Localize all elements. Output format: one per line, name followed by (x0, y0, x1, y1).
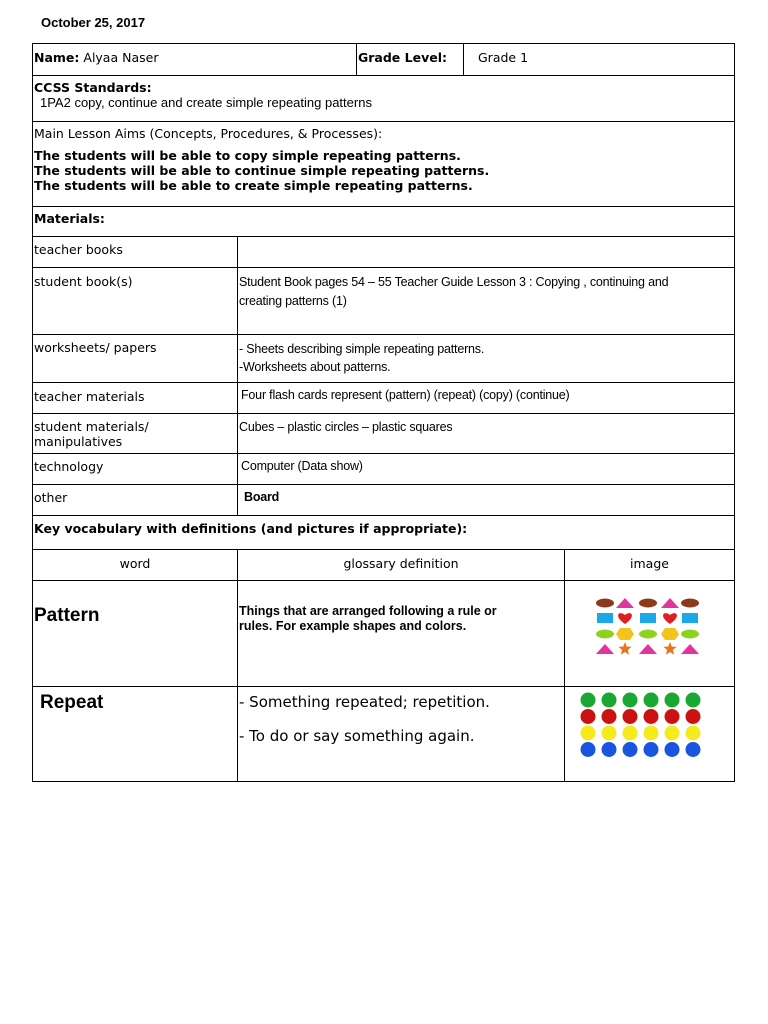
aim-item: The students will be able to continue simple repeating patterns. (34, 163, 490, 178)
grade-label: Grade Level: (358, 50, 447, 65)
repeat-dot (623, 726, 638, 741)
repeat-dots-image (566, 687, 736, 780)
pattern-oval (639, 630, 657, 639)
repeat-dot (581, 726, 596, 741)
material-label: student materials/ manipulatives (33, 414, 238, 454)
vocab-column-word: word (33, 550, 238, 581)
material-row (33, 268, 735, 335)
vocab-definition: rules. For example shapes and colors. (239, 619, 467, 633)
grade-value-cell (464, 44, 735, 76)
vocab-word-cell (33, 687, 238, 782)
repeat-dot (686, 709, 701, 724)
pattern-square (682, 613, 698, 623)
vocab-definition: Things that are arranged following a rule or (239, 604, 497, 618)
vocab-column-headers (33, 550, 735, 581)
repeat-dot (644, 726, 659, 741)
repeat-dot (602, 693, 617, 708)
ccss-row (33, 76, 735, 122)
pattern-oval (596, 599, 614, 608)
ccss-label: CCSS Standards: (34, 80, 152, 95)
material-label: teacher materials (33, 383, 238, 414)
materials-label: Materials: (34, 211, 105, 226)
vocab-column-image: image (565, 550, 735, 581)
pattern-square (640, 613, 656, 623)
pattern-shapes-image (566, 581, 736, 685)
vocab-row (33, 581, 735, 687)
repeat-dot (623, 693, 638, 708)
material-row (33, 454, 735, 485)
name-cell (33, 44, 357, 76)
pattern-oval (681, 599, 699, 608)
repeat-dot (602, 709, 617, 724)
pattern-square (597, 613, 613, 623)
vocab-label: Key vocabulary with definitions (and pictures if appropriate): (34, 521, 468, 536)
repeat-dot (581, 693, 596, 708)
material-value: Cubes – plastic circles – plastic squares (238, 414, 735, 454)
repeat-dot (623, 709, 638, 724)
repeat-dot (581, 709, 596, 724)
grade-value: Grade 1 (478, 50, 529, 65)
material-value: Four flash cards represent (pattern) (repeat) (copy) (continue) (238, 383, 735, 414)
materials-header-cell (33, 207, 735, 237)
vocab-word: Pattern (34, 605, 100, 626)
aim-item: The students will be able to copy simple repeating patterns. (34, 148, 461, 163)
vocab-definition-cell (238, 687, 565, 782)
repeat-dot (686, 693, 701, 708)
vocab-word: Repeat (40, 692, 104, 713)
material-value: Board (238, 485, 735, 516)
grade-label-cell (357, 44, 464, 76)
repeat-dot (581, 742, 596, 757)
ccss-cell (33, 76, 735, 122)
vocab-definition: - Something repeated; repetition. (239, 693, 490, 711)
pattern-oval (596, 630, 614, 639)
vocab-image-cell (565, 581, 735, 687)
pattern-oval (639, 599, 657, 608)
material-value: Computer (Data show) (238, 454, 735, 485)
material-label: other (33, 485, 238, 516)
pattern-oval (681, 630, 699, 639)
material-label: worksheets/ papers (33, 335, 238, 383)
aims-label: Main Lesson Aims (Concepts, Procedures, & Processes): (34, 126, 383, 141)
vocab-row (33, 687, 735, 782)
aim-item: The students will be able to create simple repeating patterns. (34, 178, 473, 193)
materials-header-row (33, 207, 735, 237)
repeat-dot (602, 742, 617, 757)
repeat-dot (665, 693, 680, 708)
vocab-word-cell (33, 581, 238, 687)
material-label: student book(s) (33, 268, 238, 335)
vocab-definition-cell (238, 581, 565, 687)
name-label: Name: (34, 50, 80, 65)
material-value: Student Book pages 54 – 55 Teacher Guide Lesson 3 : Copying , continuing and creating patterns (1) (238, 268, 735, 335)
material-row (33, 383, 735, 414)
vocab-column-definition: glossary definition (238, 550, 565, 581)
repeat-dot (644, 693, 659, 708)
name-grade-row (33, 44, 735, 76)
name-value: Alyaa Naser (83, 50, 159, 65)
repeat-dot (665, 726, 680, 741)
repeat-dot (686, 726, 701, 741)
aims-cell (33, 122, 735, 207)
material-label: technology (33, 454, 238, 485)
ccss-value: 1PA2 copy, continue and create simple repeating patterns (40, 95, 372, 110)
lesson-plan-table (32, 43, 735, 782)
vocab-header-row (33, 516, 735, 550)
vocab-definition: - To do or say something again. (239, 727, 475, 745)
repeat-dot (665, 709, 680, 724)
repeat-dot (665, 742, 680, 757)
repeat-dot (644, 709, 659, 724)
document-date: October 25, 2017 (41, 15, 146, 30)
repeat-dot (644, 742, 659, 757)
repeat-dot (602, 726, 617, 741)
repeat-dot (623, 742, 638, 757)
repeat-dot (686, 742, 701, 757)
material-row (33, 335, 735, 383)
material-value: - Sheets describing simple repeating patterns. -Worksheets about patterns. (238, 335, 735, 383)
material-row (33, 485, 735, 516)
vocab-header-cell (33, 516, 735, 550)
material-value (238, 237, 735, 268)
aims-row (33, 122, 735, 207)
material-row (33, 237, 735, 268)
vocab-image-cell (565, 687, 735, 782)
material-label: teacher books (33, 237, 238, 268)
material-row (33, 414, 735, 454)
